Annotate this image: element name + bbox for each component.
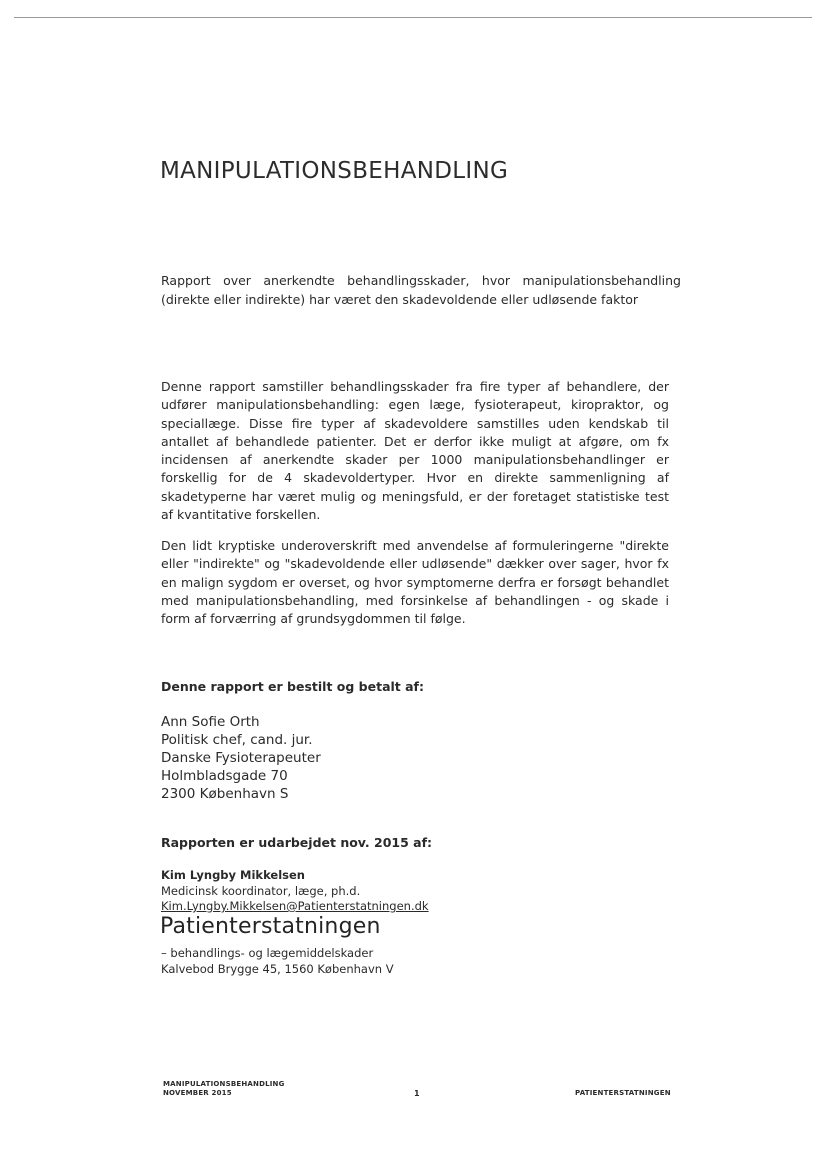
author-role: Medicinsk koordinator, læge, ph.d.: [161, 883, 361, 898]
organization-name: Patienterstatningen: [160, 914, 381, 939]
page-number: 1: [414, 1089, 420, 1098]
address-line: Ann Sofie Orth: [161, 714, 260, 730]
address-line: Holmbladsgade 70: [161, 768, 288, 784]
author-email-link[interactable]: Kim.Lyngby.Mikkelsen@Patienterstatningen.dk: [161, 899, 429, 913]
address-line: Politisk chef, cand. jur.: [161, 732, 313, 748]
top-rule: [14, 17, 812, 18]
ordered-by-address: [161, 713, 321, 803]
organization-details: [161, 946, 394, 977]
footer-date: NOVEMBER 2015: [163, 1089, 232, 1097]
explanation-paragraph: Den lidt kryptiske underoverskrift med anvendelse af formuleringerne "direkte eller "indirekte" og "skadevoldende eller udløsende" dækker over sager, hvor fx en malign sygdom er overset, og hvor symptomerne derfra er forsøgt behandlet med manipulationsbehandling, med forsinkelse af behandlingen - og skade i form af forværring af grundsygdommen til følge.: [161, 538, 669, 627]
address-line: 2300 København S: [161, 786, 289, 802]
document-subtitle: Rapport over anerkendte behandlingsskader, hvor manipulationsbehandling (direkte eller indirekte) har været den skadevoldende eller udløsende faktor: [161, 273, 681, 307]
intro-paragraph: Denne rapport samstiller behandlingsskader fra fire typer af behandlere, der udfører manipulationsbehandling: egen læge, fysioterapeut, kiropraktor, og speciallæge. Disse fire typer af skadevoldere samstilles uden kendskab til antallet af behandlede patienter. Det er derfor ikke muligt at afgøre, om fx incidensen af anerkendte skader per 1000 manipulationsbehandlinger er forskellig for de 4 skadevoldertyper. Hvor en direkte sammenligning af skadetyperne har været mulig og meningsfuld, er der foretaget statistiske test af kvantitative forskellen.: [161, 379, 669, 523]
document-title: MANIPULATIONSBEHANDLING: [160, 158, 509, 184]
organization-tagline: – behandlings- og lægemiddelskader: [161, 946, 374, 960]
footer-left: [163, 1080, 285, 1098]
ordered-by-heading: Denne rapport er bestilt og betalt af:: [161, 679, 424, 694]
author-contact: [161, 868, 429, 915]
footer-doc-title: MANIPULATIONSBEHANDLING: [163, 1080, 285, 1088]
address-line: Danske Fysioterapeuter: [161, 750, 321, 766]
author-name: Kim Lyngby Mikkelsen: [161, 868, 305, 882]
footer-right: PATIENTERSTATNINGEN: [575, 1089, 671, 1097]
organization-address: Kalvebod Brygge 45, 1560 København V: [161, 961, 394, 976]
prepared-by-heading: Rapporten er udarbejdet nov. 2015 af:: [161, 835, 433, 850]
